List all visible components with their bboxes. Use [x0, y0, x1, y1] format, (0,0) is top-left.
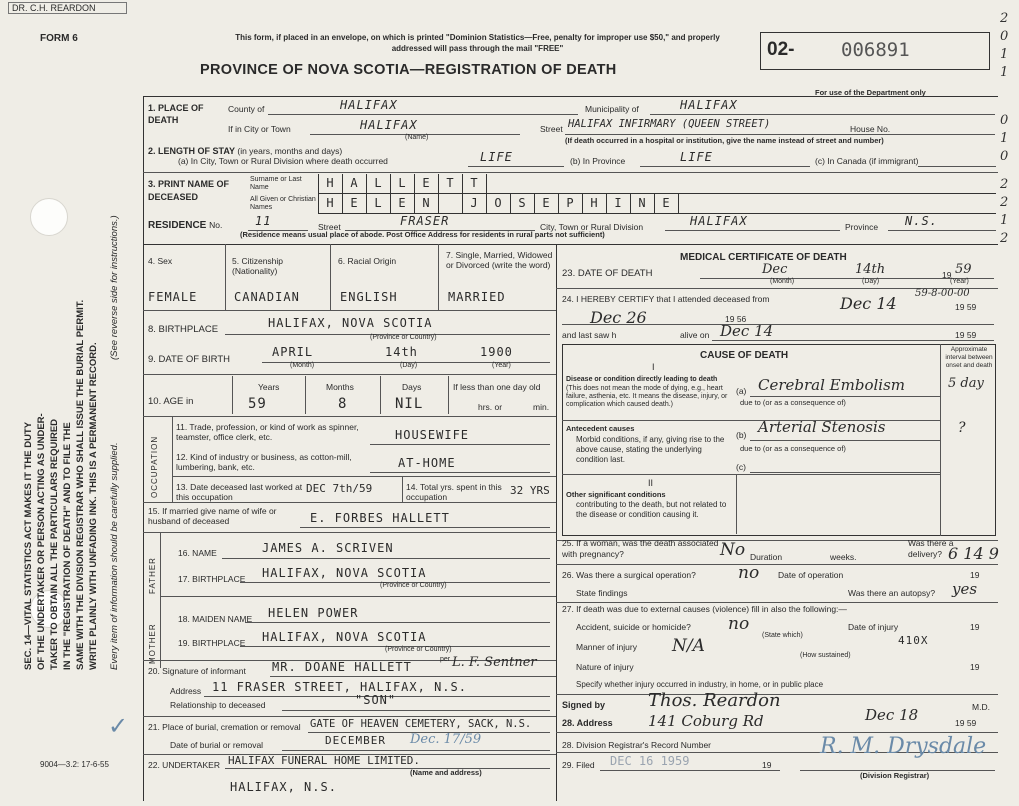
direct-cause-note: (This does not mean the mode of dying, e.g., heart failure, asthenia, etc. It means the disease, injury, or complication which caused death.): [566, 385, 728, 408]
residence-street: FRASER: [400, 214, 450, 228]
attended-to: Dec 14: [840, 294, 897, 313]
manner-label: Manner of injury: [576, 642, 637, 652]
dept-use-note: For use of the Department only: [815, 88, 926, 97]
father-hint: (Province or Country): [380, 582, 447, 589]
postal-notice: This form, if placed in an envelope, on which is printed "Dominion Statistics—Free, penalty for improper use $50," and properly addressed will pass through the mail "FREE": [235, 33, 720, 53]
burial-date-label: Date of burial or removal: [170, 740, 264, 750]
name-letter-cell: J: [462, 194, 487, 213]
death-year-prefix: 19: [942, 270, 952, 280]
name-letter-cell: H: [582, 194, 607, 213]
municipality-label: Municipality of: [585, 104, 639, 114]
dob-year-hint: (Year): [492, 362, 511, 369]
due-to-a: due to (or as a consequence of): [740, 398, 846, 407]
relationship-value: "SON": [355, 693, 397, 707]
accident-value: no: [728, 614, 750, 634]
cause-a-label: (a): [736, 386, 747, 396]
reg-number: 006891: [841, 39, 910, 61]
nature-label: Nature of injury: [576, 662, 634, 672]
specify-label: Specify whether injury occurred in industry, in home, or in public place: [576, 680, 824, 689]
informant-address-label: Address: [170, 686, 202, 696]
filed-year: 19: [762, 760, 772, 770]
antecedent-label: Antecedent causes: [566, 424, 635, 433]
autopsy-label: Was there an autopsy?: [848, 588, 936, 598]
signed-year: 19 59: [955, 718, 977, 728]
delivery-label: Was there a delivery?: [908, 538, 954, 559]
mother-birthplace-label: 19. BIRTHPLACE: [178, 638, 246, 648]
residence-street-label: Street: [318, 222, 341, 232]
burial-place-label: 21. Place of burial, cremation or removal: [148, 722, 301, 732]
birthplace-hint: (Province or Country): [370, 334, 437, 341]
father-side-label: FATHER: [148, 557, 157, 594]
attended-from: Dec 26: [590, 308, 647, 327]
name-letter-cell: [438, 194, 463, 213]
alive-date: Dec 14: [720, 322, 774, 340]
county-value: HALIFAX: [340, 98, 398, 112]
mother-side-label: MOTHER: [148, 623, 157, 664]
part-i: I: [652, 362, 655, 372]
marital-label: 7. Single, Married, Widowed or Divorced (write the word): [446, 250, 553, 270]
registration-number-box: [760, 32, 990, 70]
op-date-label: Date of operation: [778, 570, 844, 580]
address-label: 28. Address: [562, 718, 613, 728]
delivery-value: 6 14 9: [948, 544, 999, 563]
stay-a-value: LIFE: [480, 150, 513, 164]
findings-label: State findings: [576, 588, 628, 598]
name-letter-cell: N: [414, 194, 439, 213]
name-letter-cell: L: [366, 174, 391, 193]
cause-b-value: Arterial Stenosis: [758, 418, 886, 436]
last-saw-label: and last saw h: [562, 330, 617, 340]
registrar-hint: (Division Registrar): [860, 771, 930, 780]
sex-label: 4. Sex: [148, 256, 173, 266]
father-birthplace: HALIFAX, NOVA SCOTIA: [262, 566, 427, 580]
days-label: Days: [402, 382, 422, 392]
dob-label: 9. DATE OF BIRTH: [148, 354, 230, 365]
cause-c-label: (c): [736, 462, 746, 472]
surname-label: Surname or Last Name: [250, 176, 302, 191]
citizenship-value: CANADIAN: [234, 290, 300, 304]
occupation-12-value: AT-HOME: [398, 456, 456, 470]
attended-to-year: 19 59: [955, 302, 977, 312]
spouse-label: 15. If married give name of wife or husband of deceased: [148, 506, 277, 526]
occupation-12-label: 12. Kind of industry or business, as cotton-mill, lumbering, bank, etc.: [176, 452, 352, 472]
name-letter-cell: N: [630, 194, 655, 213]
code-410x: 410X: [898, 634, 929, 647]
occupation-13-label: 13. Date deceased last worked at this occupation: [176, 482, 303, 502]
marital-value: MARRIED: [448, 290, 506, 304]
spouse-value: E. FORBES HALLETT: [310, 511, 450, 525]
op-year: 19: [970, 570, 980, 580]
cause-b-label: (b): [736, 430, 747, 440]
informant-sig: MR. DOANE HALLETT: [272, 660, 412, 674]
house-label: House No.: [850, 124, 891, 134]
margin-checkmark: ✓: [108, 713, 129, 740]
informant-sig-label: 20. Signature of informant: [148, 666, 246, 676]
occupation-13-value: DEC 7th/59: [306, 482, 373, 495]
municipality-value: HALIFAX: [680, 98, 738, 112]
place-of-death-label: 1. PLACE OF DEATH: [148, 103, 204, 125]
signed-date: Dec 18: [865, 706, 919, 724]
md-label: M.D.: [972, 702, 990, 712]
street-label: Street: [540, 124, 563, 134]
undertaker-city: HALIFAX, N.S.: [230, 780, 337, 794]
name-letter-cell: A: [342, 174, 367, 193]
state-which-hint: (State which): [762, 632, 803, 639]
father-name: JAMES A. SCRIVEN: [262, 541, 394, 555]
alive-year: 19 59: [955, 330, 977, 340]
name-letter-cell: L: [390, 174, 415, 193]
cause-a-value: Cerebral Embolism: [758, 376, 906, 394]
name-letter-cell: E: [654, 194, 679, 213]
form-code: 9004—3.2: 17-6-55: [40, 760, 109, 769]
mother-hint: (Province or Country): [385, 646, 452, 653]
name-letter-cell: H: [318, 174, 343, 193]
pregnancy-label: 25. If a woman, was the death associated with pregnancy?: [562, 538, 719, 559]
residence-city: HALIFAX: [690, 214, 748, 228]
age-label: 10. AGE in: [148, 396, 194, 407]
weeks-label: weeks.: [830, 552, 857, 562]
months-label: Months: [326, 382, 354, 392]
institution-note: (If death occurred in a hospital or institution, give the name instead of street and number): [565, 136, 884, 145]
death-year-hint: (Year): [950, 278, 969, 285]
street-value: HALIFAX INFIRMARY (QUEEN STREET): [568, 118, 771, 130]
form-title: PROVINCE OF NOVA SCOTIA—REGISTRATION OF DEATH: [200, 62, 617, 78]
injury-year: 19: [970, 622, 980, 632]
occupation-11-value: HOUSEWIFE: [395, 428, 470, 442]
surgery-label: 26. Was there a surgical operation?: [562, 570, 696, 580]
signed-by: Thos. Reardon: [648, 690, 781, 711]
stay-a-label: (a) In City, Town or Rural Division where death occurred: [178, 156, 388, 166]
undertaker-name: HALIFAX FUNERAL HOME LIMITED.: [228, 754, 421, 767]
cause-a-interval: 5 day: [948, 376, 984, 391]
other-conditions-note: contributing to the death, but not related to the disease or condition causing it.: [576, 500, 727, 519]
dob-year: 1900: [480, 345, 513, 359]
citizenship-label: 5. Citizenship (Nationality): [232, 256, 284, 276]
form-number: FORM 6: [40, 33, 78, 44]
sex-value: FEMALE: [148, 290, 198, 304]
burial-date: DECEMBER: [325, 734, 386, 747]
death-month: Dec: [762, 262, 788, 277]
age-years: 59: [248, 396, 267, 412]
name-letter-cell: S: [510, 194, 535, 213]
informant-per-sig: L. F. Sentner: [452, 655, 537, 670]
racial-label: 6. Racial Origin: [338, 256, 397, 266]
name-letter-cell: E: [390, 194, 415, 213]
mother-maiden: HELEN POWER: [268, 606, 359, 620]
mother-maiden-label: 18. MAIDEN NAME: [178, 614, 253, 624]
name-letter-cell: E: [414, 174, 439, 193]
racial-value: ENGLISH: [340, 290, 398, 304]
name-hint: (Name): [405, 134, 429, 141]
occupation-14-value: 32 YRS: [510, 484, 550, 497]
corner-label: DR. C.H. REARDON: [8, 2, 127, 14]
occupation-11-label: 11. Trade, profession, or kind of work as spinner, teamster, office clerk, etc.: [176, 422, 359, 442]
stay-b-value: LIFE: [680, 150, 713, 164]
county-label: County of: [228, 104, 265, 114]
cause-b-interval: ?: [958, 420, 966, 436]
cause-of-death-title: CAUSE OF DEATH: [700, 350, 789, 361]
signed-label: Signed by: [562, 700, 606, 710]
death-month-hint: (Month): [770, 278, 795, 285]
occupation-14-label: 14. Total yrs. spent in this occupation: [406, 482, 502, 502]
father-name-label: 16. NAME: [178, 548, 217, 558]
reg-prefix: 02-: [767, 39, 795, 60]
dob-day-hint: (Day): [400, 362, 418, 369]
residence-province-label: Province: [845, 222, 879, 232]
injury-date-label: Date of injury: [848, 622, 899, 632]
residence-city-label: City, Town or Rural Division: [540, 222, 644, 232]
name-letter-cell: L: [366, 194, 391, 213]
duration-label: Duration: [750, 552, 783, 562]
how-sustained-hint: (How sustained): [800, 652, 851, 659]
manner-value: N/A: [672, 636, 705, 656]
record-number-label: 28. Division Registrar's Record Number: [562, 740, 712, 750]
undertaker-hint: (Name and address): [410, 768, 482, 777]
residence-province: N.S.: [905, 214, 938, 228]
residence-note: (Residence means usual place of abode. Post Office Address for residents in rural parts not sufficient): [240, 230, 605, 239]
due-to-b: due to (or as a consequence of): [740, 444, 846, 453]
dob-month-hint: (Month): [290, 362, 315, 369]
residence-label: RESIDENCE No.: [148, 220, 223, 231]
print-name-label: 3. PRINT NAME OF DECEASED: [148, 179, 230, 202]
pregnancy-value: No: [720, 540, 746, 560]
death-year: 59: [955, 262, 972, 277]
birthplace-value: HALIFAX, NOVA SCOTIA: [268, 316, 433, 330]
age-months: 8: [338, 396, 348, 412]
father-birthplace-label: 17. BIRTHPLACE: [178, 574, 246, 584]
autopsy-value: yes: [952, 580, 978, 598]
name-letter-cell: E: [534, 194, 559, 213]
name-letter-cell: T: [462, 174, 487, 193]
margin-codes: 2 0 1 1 0 1 0 2 2 1 2: [1000, 11, 1009, 246]
min-label: min.: [533, 402, 550, 412]
birthplace-label: 8. BIRTHPLACE: [148, 324, 219, 335]
nature-year: 19: [970, 662, 980, 672]
antecedent-note: Morbid conditions, if any, giving rise to the above cause, stating the underlying condition last.: [576, 435, 725, 464]
medical-title: MEDICAL CERTIFICATE OF DEATH: [680, 252, 847, 263]
direct-cause-label: Disease or condition directly leading to death: [566, 376, 718, 383]
name-letter-cell: O: [486, 194, 511, 213]
certify-label: 24. I HEREBY CERTIFY that I attended deceased from: [562, 294, 770, 304]
hrs-label: hrs. or: [478, 402, 503, 412]
age-days: NIL: [395, 396, 424, 412]
name-letter-cell: E: [342, 194, 367, 213]
given-label: All Given or Christian Names: [250, 196, 316, 211]
death-day-hint: (Day): [862, 278, 880, 285]
interval-label: Approximate interval between onset and death: [945, 346, 993, 369]
informant-address: 11 FRASER STREET, HALIFAX, N.S.: [212, 680, 467, 694]
certify-code: 59-8-00-00: [915, 288, 970, 299]
death-day: 14th: [855, 262, 886, 277]
mother-birthplace: HALIFAX, NOVA SCOTIA: [262, 630, 427, 644]
undertaker-label: 22. UNDERTAKER: [148, 760, 220, 770]
relationship-label: Relationship to deceased: [170, 700, 266, 710]
residence-number: 11: [255, 214, 272, 228]
doctor-address: 141 Coburg Rd: [648, 712, 764, 730]
surgery-value: no: [738, 563, 760, 583]
informant-per: per: [440, 656, 451, 663]
name-letter-cell: T: [438, 174, 463, 193]
name-letter-cell: P: [558, 194, 583, 213]
attended-from-year: 19 56: [725, 314, 747, 324]
stay-c-label: (c) In Canada (if immigrant): [815, 156, 919, 166]
name-letter-cell: H: [318, 194, 343, 213]
length-of-stay-label: 2. LENGTH OF STAY (in years, months and days): [148, 146, 343, 156]
date-of-death-label: 23. DATE OF DEATH: [562, 268, 653, 279]
occupation-side-label: OCCUPATION: [150, 435, 159, 498]
burial-date-handwritten: Dec. 17/59: [410, 732, 482, 747]
filed-stamp: DEC 16 1959: [610, 754, 690, 768]
burial-place: GATE OF HEAVEN CEMETERY, SACK, N.S.: [310, 718, 532, 730]
city-value: HALIFAX: [360, 118, 418, 132]
registrar-signature: R. M. Drysdale: [820, 734, 987, 759]
dob-month: APRIL: [272, 345, 314, 359]
name-letter-cell: I: [606, 194, 631, 213]
years-label: Years: [258, 382, 280, 392]
other-conditions-label: Other significant conditions: [566, 490, 666, 499]
accident-label: Accident, suicide or homicide?: [576, 622, 691, 632]
less-than-day-label: If less than one day old: [453, 382, 541, 392]
stay-b-label: (b) In Province: [570, 156, 626, 166]
alive-label: alive on: [680, 330, 710, 340]
filed-label: 29. Filed: [562, 760, 595, 770]
sidebar-law-text: SEC. 14—VITAL STATISTICS ACT MAKES IT THE DUTY OF THE UNDERTAKER OR PERSON ACTING AS UNDER- TAKER TO OBTAIN ALL THE PARTICULARS REQUIRED IN THE "REGISTRATION OF DEATH" AND TO FILE THE SAME WITH THE DIVISION REGISTRAR WHO SHALL ISSUE THE BURIAL PERMIT. WRITE PLAINLY WITH UNFADING INK. THIS IS A PERMANENT RECORD. Every item of information should be carefully supplied. (See reverse side for instructions.): [23, 215, 120, 670]
external-cause-label: 27. If death was due to external causes (violence) fill in also the following:—: [562, 604, 847, 614]
part-ii: II: [648, 478, 654, 488]
dob-day: 14th: [385, 345, 418, 359]
city-label: If in City or Town: [228, 124, 291, 134]
